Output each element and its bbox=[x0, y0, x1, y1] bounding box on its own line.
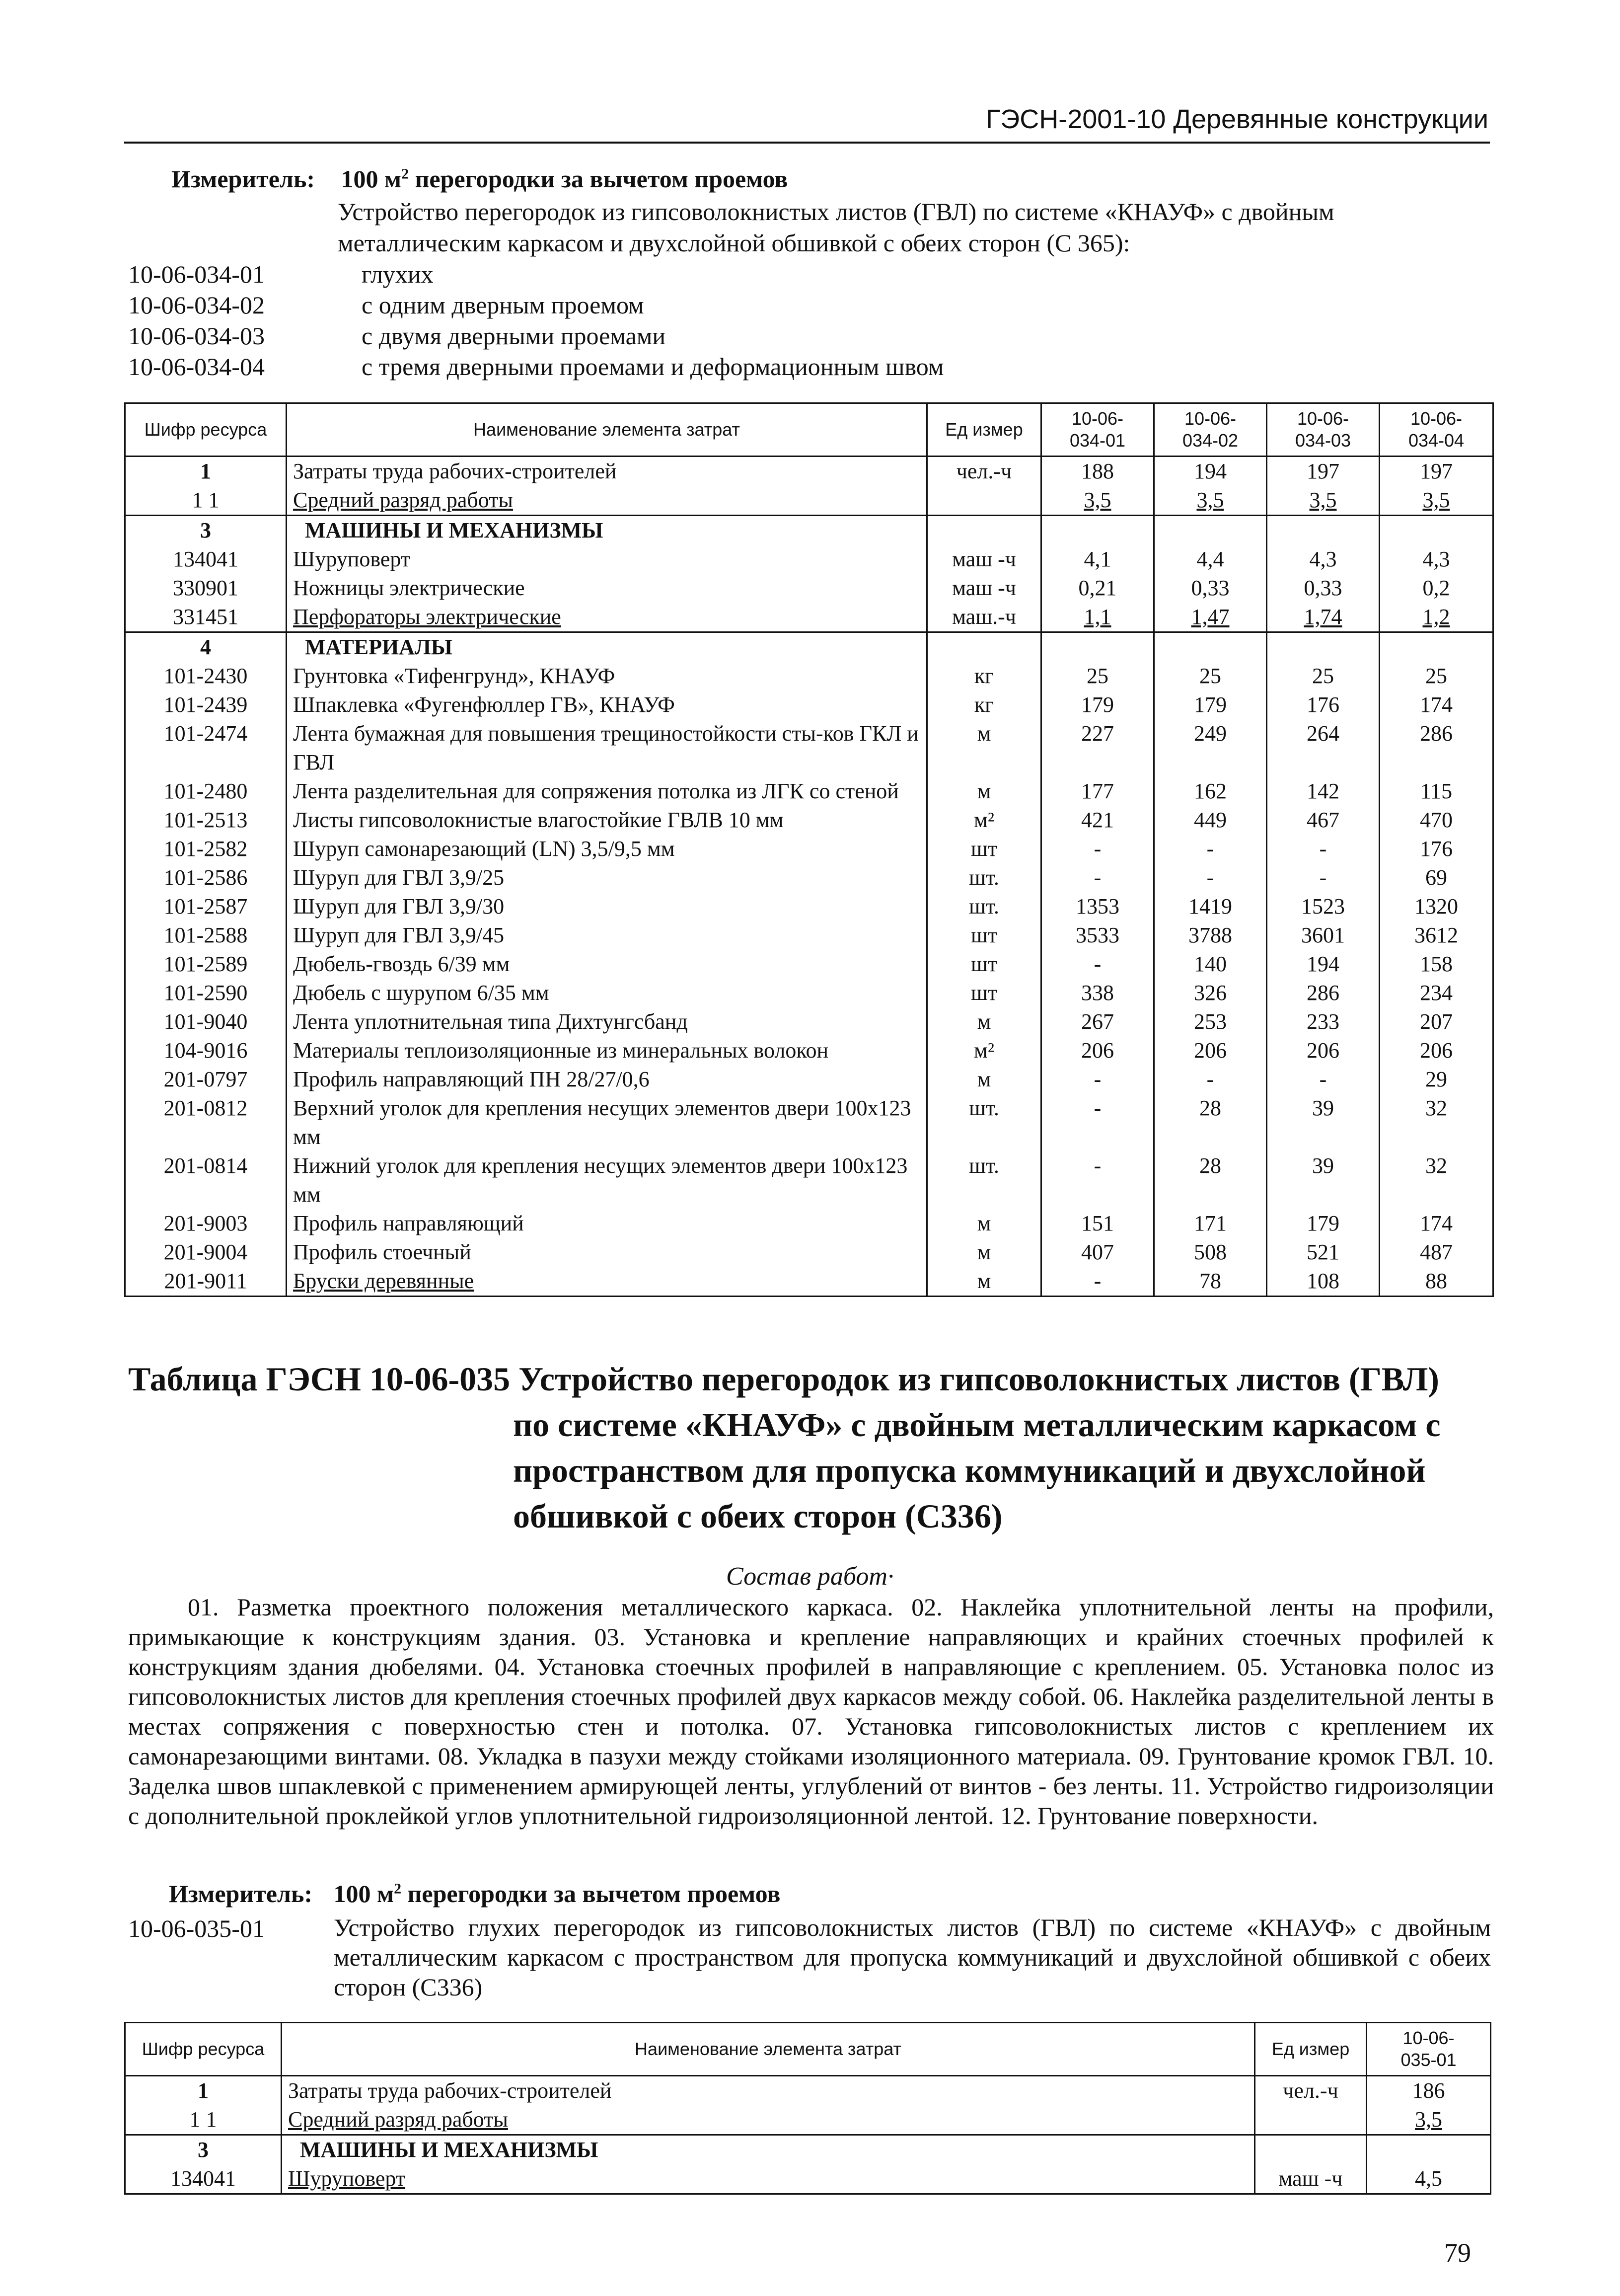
table-row bbox=[125, 2105, 1491, 2135]
unit-cell: м bbox=[927, 1065, 1041, 1094]
unit-cell: м bbox=[927, 777, 1041, 806]
resource-name-cell: Шуруп для ГВЛ 3,9/45 bbox=[287, 921, 927, 950]
table-title bbox=[128, 1356, 1494, 1539]
table-title-line-3: пространством для пропуска коммуникаций и двухслойной bbox=[513, 1452, 1426, 1489]
resource-code-cell: 104-9016 bbox=[125, 1036, 287, 1065]
table-row bbox=[125, 486, 1493, 516]
resource-name-cell: Перфораторы электрические bbox=[287, 603, 927, 632]
value-cell: 233 bbox=[1267, 1007, 1380, 1036]
value-cell: 3,5 bbox=[1154, 486, 1267, 516]
value-cell: 0,33 bbox=[1154, 574, 1267, 603]
value-cell: 4,3 bbox=[1380, 545, 1493, 574]
table-row bbox=[125, 806, 1493, 835]
meter-sup: 2 bbox=[394, 1880, 402, 1897]
resource-name-cell: Лента бумажная для повышения трещиностойкости сты-ков ГКЛ и ГВЛ bbox=[287, 719, 927, 777]
value-cell: 194 bbox=[1154, 457, 1267, 486]
value-cell: 177 bbox=[1041, 777, 1154, 806]
value-cell: 197 bbox=[1380, 457, 1493, 486]
resource-name-cell: Ножницы электрические bbox=[287, 574, 927, 603]
value-cell: 206 bbox=[1041, 1036, 1154, 1065]
unit-cell: шт. bbox=[927, 1094, 1041, 1151]
resource-code-cell: 101-2590 bbox=[125, 979, 287, 1007]
table-header-cell: Наименование элемента затрат bbox=[282, 2023, 1255, 2076]
resource-name-cell: МАШИНЫ И МЕХАНИЗМЫ bbox=[287, 516, 927, 545]
meter-line-top bbox=[171, 163, 788, 195]
value-cell bbox=[1267, 516, 1380, 545]
value-cell: 69 bbox=[1380, 863, 1493, 892]
resource-name-cell: Дюбель-гвоздь 6/39 мм bbox=[287, 950, 927, 979]
unit-cell: чел.-ч bbox=[1255, 2076, 1367, 2106]
value-cell bbox=[1154, 632, 1267, 662]
unit-cell: кг bbox=[927, 662, 1041, 690]
value-cell: - bbox=[1041, 950, 1154, 979]
value-cell bbox=[1041, 516, 1154, 545]
value-cell: 207 bbox=[1380, 1007, 1493, 1036]
resource-code-cell: 101-2430 bbox=[125, 662, 287, 690]
resource-name-cell: Шуруп для ГВЛ 3,9/30 bbox=[287, 892, 927, 921]
resource-code-cell: 101-2586 bbox=[125, 863, 287, 892]
value-cell bbox=[1380, 632, 1493, 662]
value-cell: 4,5 bbox=[1367, 2164, 1491, 2194]
value-cell: 206 bbox=[1380, 1036, 1493, 1065]
resource-code-cell: 101-2587 bbox=[125, 892, 287, 921]
resource-name-cell: МАТЕРИАЛЫ bbox=[287, 632, 927, 662]
code-035-01: 10-06-035-01 bbox=[128, 1914, 265, 1942]
value-cell: 179 bbox=[1041, 690, 1154, 719]
unit-cell: маш -ч bbox=[1255, 2164, 1367, 2194]
resource-code-cell: 1 1 bbox=[125, 2105, 282, 2135]
value-cell: 186 bbox=[1367, 2076, 1491, 2106]
value-cell: - bbox=[1154, 1065, 1267, 1094]
running-header: ГЭСН-2001-10 Деревянные конструкции bbox=[986, 104, 1488, 134]
value-cell: 1419 bbox=[1154, 892, 1267, 921]
resource-code-cell: 101-2480 bbox=[125, 777, 287, 806]
resource-code-cell: 4 bbox=[125, 632, 287, 662]
value-cell: 286 bbox=[1380, 719, 1493, 777]
resource-name-cell: Дюбель с шурупом 6/35 мм bbox=[287, 979, 927, 1007]
value-cell: 151 bbox=[1041, 1209, 1154, 1238]
resource-name-cell: Средний разряд работы bbox=[282, 2105, 1255, 2135]
value-cell: 1,1 bbox=[1041, 603, 1154, 632]
table-header-cell: Наименование элемента затрат bbox=[287, 403, 927, 457]
value-cell: 264 bbox=[1267, 719, 1380, 777]
value-cell: 108 bbox=[1267, 1267, 1380, 1297]
table-row bbox=[125, 950, 1493, 979]
unit-cell bbox=[927, 486, 1041, 516]
value-cell: 3601 bbox=[1267, 921, 1380, 950]
code-list-code: 10-06-034-03 bbox=[128, 322, 265, 350]
resource-name-cell: Шуруповерт bbox=[282, 2164, 1255, 2194]
section-row bbox=[125, 632, 1493, 662]
value-cell: 326 bbox=[1154, 979, 1267, 1007]
resource-code-cell: 201-9004 bbox=[125, 1238, 287, 1267]
section-row bbox=[125, 2135, 1491, 2165]
resource-code-cell: 201-0814 bbox=[125, 1151, 287, 1209]
unit-cell: шт. bbox=[927, 1151, 1041, 1209]
value-cell: 3,5 bbox=[1267, 486, 1380, 516]
value-cell: 1,47 bbox=[1154, 603, 1267, 632]
value-cell: 197 bbox=[1267, 457, 1380, 486]
value-cell: 142 bbox=[1267, 777, 1380, 806]
table-header-cell: Шифр ресурса bbox=[125, 2023, 282, 2076]
resource-code-cell: 101-2474 bbox=[125, 719, 287, 777]
value-cell: 32 bbox=[1380, 1151, 1493, 1209]
table-row bbox=[125, 457, 1493, 486]
value-cell bbox=[1267, 632, 1380, 662]
resource-code-cell: 3 bbox=[125, 2135, 282, 2165]
resource-name-cell: Бруски деревянные bbox=[287, 1267, 927, 1297]
table-row bbox=[125, 892, 1493, 921]
value-cell: 1353 bbox=[1041, 892, 1154, 921]
unit-cell: м bbox=[927, 719, 1041, 777]
value-cell: 467 bbox=[1267, 806, 1380, 835]
unit-cell: чел.-ч bbox=[927, 457, 1041, 486]
table-row bbox=[125, 1151, 1493, 1209]
value-cell: 4,4 bbox=[1154, 545, 1267, 574]
value-cell: 521 bbox=[1267, 1238, 1380, 1267]
code-list-text: с одним дверным проемом bbox=[362, 291, 644, 319]
resource-name-cell: Материалы теплоизоляционные из минеральных волокон bbox=[287, 1036, 927, 1065]
table-row bbox=[125, 1065, 1493, 1094]
value-cell bbox=[1367, 2135, 1491, 2165]
value-cell: 234 bbox=[1380, 979, 1493, 1007]
value-cell: - bbox=[1041, 863, 1154, 892]
works-text: 01. Разметка проектного положения металлического каркаса. 02. Наклейка уплотнительной ленты на профили, примыкающие к конструкциям здания. 03. Установка и крепление направляющих и крайних стоечных профилей к конструкциям здания дюбелями. 04. Установка стоечных профилей в направляющие с креплением. 05. Установка полос из гипсоволокнистых листов для крепления стоечных профилей двух каркасов между собой. 06. Наклейка разделительной ленты в местах сопряжения с поверхностью стен и потолка. 07. Установка гипсоволокнистых листов с креплением их самонарезающими винтами. 08. Укладка в пазухи между стойками изоляционного материала. 09. Грунтование кромок ГВЛ. 10. Заделка швов шпаклевкой с применением армирующей ленты, углублений от винтов - без ленты. 11. Устройство гидроизоляции с дополнительной проклейкой углов уплотнительной гидроизоляционной лентой. 12. Грунтование поверхности. bbox=[128, 1593, 1494, 1830]
meter-sup: 2 bbox=[401, 165, 409, 182]
value-cell: 3533 bbox=[1041, 921, 1154, 950]
value-cell: 3788 bbox=[1154, 921, 1267, 950]
table-header-cell: Шифр ресурса bbox=[125, 403, 287, 457]
meter-rest: перегородки за вычетом проемов bbox=[401, 1880, 781, 1908]
resource-name-cell: Лента уплотнительная типа Дихтунгсбанд bbox=[287, 1007, 927, 1036]
value-cell: 421 bbox=[1041, 806, 1154, 835]
meter-rest: перегородки за вычетом проемов bbox=[409, 165, 788, 193]
unit-cell: маш.-ч bbox=[927, 603, 1041, 632]
code-035-01-description: Устройство глухих перегородок из гипсоволокнистых листов (ГВЛ) по системе «КНАУФ» с двойным металлическим каркасом с пространством для пропуска коммуникаций и двухслойной обшивкой с обеих сторон (С336) bbox=[334, 1913, 1491, 2001]
value-cell: 28 bbox=[1154, 1151, 1267, 1209]
table-row bbox=[125, 979, 1493, 1007]
value-cell bbox=[1380, 516, 1493, 545]
table-row bbox=[125, 2076, 1491, 2106]
resource-name-cell: Шуруповерт bbox=[287, 545, 927, 574]
meter-value: 100 м bbox=[341, 165, 402, 193]
unit-cell: м² bbox=[927, 806, 1041, 835]
value-cell: 286 bbox=[1267, 979, 1380, 1007]
resource-code-cell: 330901 bbox=[125, 574, 287, 603]
value-cell: - bbox=[1041, 1065, 1154, 1094]
value-cell: 176 bbox=[1267, 690, 1380, 719]
value-cell: 0,21 bbox=[1041, 574, 1154, 603]
value-cell: - bbox=[1041, 1267, 1154, 1297]
unit-cell: шт bbox=[927, 835, 1041, 863]
code-list-code: 10-06-034-01 bbox=[128, 260, 265, 288]
code-list-text: глухих bbox=[362, 260, 434, 288]
resource-name-cell: Профиль направляющий bbox=[287, 1209, 927, 1238]
table-header-cell: Ед измер bbox=[1255, 2023, 1367, 2076]
resource-code-cell: 101-2582 bbox=[125, 835, 287, 863]
resource-code-cell: 134041 bbox=[125, 545, 287, 574]
meter-label: Измеритель: bbox=[171, 165, 315, 193]
value-cell: 206 bbox=[1154, 1036, 1267, 1065]
value-cell: 508 bbox=[1154, 1238, 1267, 1267]
value-cell: - bbox=[1267, 863, 1380, 892]
resource-code-cell: 1 bbox=[125, 457, 287, 486]
value-cell: - bbox=[1041, 1151, 1154, 1209]
resource-code-cell: 201-9011 bbox=[125, 1267, 287, 1297]
code-list-item bbox=[128, 289, 644, 321]
value-cell bbox=[1041, 632, 1154, 662]
value-cell: 4,3 bbox=[1267, 545, 1380, 574]
table-row bbox=[125, 2164, 1491, 2194]
resource-table-034 bbox=[124, 402, 1494, 1297]
meter-line-bottom bbox=[169, 1878, 780, 1910]
table-title-line-4: обшивкой с обеих сторон (С336) bbox=[513, 1497, 1003, 1535]
value-cell: 179 bbox=[1267, 1209, 1380, 1238]
resource-code-cell: 201-0812 bbox=[125, 1094, 287, 1151]
table-title-line-2: по системе «КНАУФ» с двойным металлическим каркасом с bbox=[513, 1406, 1441, 1444]
value-cell: 88 bbox=[1380, 1267, 1493, 1297]
unit-cell bbox=[1255, 2135, 1367, 2165]
value-cell: 407 bbox=[1041, 1238, 1154, 1267]
table-header-cell: 10-06- 034-01 bbox=[1041, 403, 1154, 457]
code-list-item bbox=[128, 320, 665, 352]
value-cell: 25 bbox=[1154, 662, 1267, 690]
meter-label: Измеритель: bbox=[169, 1880, 313, 1908]
value-cell: 206 bbox=[1267, 1036, 1380, 1065]
value-cell: 28 bbox=[1154, 1094, 1267, 1151]
value-cell: 179 bbox=[1154, 690, 1267, 719]
code-list-item bbox=[128, 258, 434, 291]
value-cell: 39 bbox=[1267, 1151, 1380, 1209]
value-cell: 470 bbox=[1380, 806, 1493, 835]
resource-code-cell: 101-2513 bbox=[125, 806, 287, 835]
table-row bbox=[125, 1267, 1493, 1297]
value-cell: 338 bbox=[1041, 979, 1154, 1007]
resource-name-cell: Средний разряд работы bbox=[287, 486, 927, 516]
code-list-code: 10-06-034-02 bbox=[128, 291, 265, 319]
table-row bbox=[125, 1036, 1493, 1065]
value-cell: 78 bbox=[1154, 1267, 1267, 1297]
table-row bbox=[125, 777, 1493, 806]
value-cell: 253 bbox=[1154, 1007, 1267, 1036]
resource-code-cell: 101-9040 bbox=[125, 1007, 287, 1036]
resource-code-cell: 201-9003 bbox=[125, 1209, 287, 1238]
unit-cell: м² bbox=[927, 1036, 1041, 1065]
value-cell: 162 bbox=[1154, 777, 1267, 806]
value-cell: 188 bbox=[1041, 457, 1154, 486]
unit-cell: шт bbox=[927, 921, 1041, 950]
value-cell: 227 bbox=[1041, 719, 1154, 777]
header-rule bbox=[124, 142, 1490, 144]
table-row bbox=[125, 662, 1493, 690]
value-cell: 3,5 bbox=[1041, 486, 1154, 516]
value-cell bbox=[1154, 516, 1267, 545]
resource-code-cell: 101-2439 bbox=[125, 690, 287, 719]
value-cell: - bbox=[1154, 835, 1267, 863]
value-cell: 0,2 bbox=[1380, 574, 1493, 603]
table-row bbox=[125, 835, 1493, 863]
value-cell: 25 bbox=[1041, 662, 1154, 690]
intro-text: Устройство перегородок из гипсоволокнистых листов (ГВЛ) по системе «КНАУФ» с двойным металлическим каркасом и двухслойной обшивкой с обеих сторон (С 365): bbox=[338, 198, 1334, 257]
unit-cell: кг bbox=[927, 690, 1041, 719]
table-row bbox=[125, 863, 1493, 892]
works-heading: Состав работ· bbox=[726, 1562, 894, 1591]
value-cell: 39 bbox=[1267, 1094, 1380, 1151]
value-cell: - bbox=[1041, 1094, 1154, 1151]
resource-name-cell: Шуруп для ГВЛ 3,9/25 bbox=[287, 863, 927, 892]
value-cell: 3,5 bbox=[1367, 2105, 1491, 2135]
resource-code-cell: 1 1 bbox=[125, 486, 287, 516]
resource-code-cell: 331451 bbox=[125, 603, 287, 632]
unit-cell bbox=[927, 516, 1041, 545]
table-header-cell: 10-06- 035-01 bbox=[1367, 2023, 1491, 2076]
unit-cell: м bbox=[927, 1209, 1041, 1238]
value-cell: 29 bbox=[1380, 1065, 1493, 1094]
resource-code-cell: 101-2589 bbox=[125, 950, 287, 979]
resource-code-cell: 134041 bbox=[125, 2164, 282, 2194]
code-list-text: с тремя дверными проемами и деформационным швом bbox=[362, 353, 944, 381]
meter-value: 100 м bbox=[333, 1880, 394, 1908]
unit-cell: м bbox=[927, 1007, 1041, 1036]
table-header-cell: 10-06- 034-02 bbox=[1154, 403, 1267, 457]
resource-name-cell: Нижний уголок для крепления несущих элементов двери 100x123 мм bbox=[287, 1151, 927, 1209]
value-cell: 249 bbox=[1154, 719, 1267, 777]
unit-cell: м bbox=[927, 1238, 1041, 1267]
resource-name-cell: Шпаклевка «Фугенфюллер ГВ», КНАУФ bbox=[287, 690, 927, 719]
table-row bbox=[125, 921, 1493, 950]
value-cell: 449 bbox=[1154, 806, 1267, 835]
table-row bbox=[125, 545, 1493, 574]
unit-cell bbox=[1255, 2105, 1367, 2135]
section-row bbox=[125, 516, 1493, 545]
value-cell: 174 bbox=[1380, 690, 1493, 719]
unit-cell: м bbox=[927, 1267, 1041, 1297]
code-list-text: с двумя дверными проемами bbox=[362, 322, 666, 350]
unit-cell: маш -ч bbox=[927, 574, 1041, 603]
value-cell: 1320 bbox=[1380, 892, 1493, 921]
table-row bbox=[125, 690, 1493, 719]
page-number: 79 bbox=[1444, 2238, 1471, 2268]
table-row bbox=[125, 603, 1493, 632]
resource-name-cell: Шуруп самонарезающий (LN) 3,5/9,5 мм bbox=[287, 835, 927, 863]
resource-name-cell: Верхний уголок для крепления несущих элементов двери 100x123 мм bbox=[287, 1094, 927, 1151]
unit-cell: шт bbox=[927, 950, 1041, 979]
value-cell: 174 bbox=[1380, 1209, 1493, 1238]
table-header-cell: 10-06- 034-04 bbox=[1380, 403, 1493, 457]
value-cell: 176 bbox=[1380, 835, 1493, 863]
value-cell: 1,74 bbox=[1267, 603, 1380, 632]
table-row bbox=[125, 719, 1493, 777]
value-cell: 1,2 bbox=[1380, 603, 1493, 632]
value-cell: 140 bbox=[1154, 950, 1267, 979]
value-cell: - bbox=[1267, 1065, 1380, 1094]
table-title-line-1: Таблица ГЭСН 10-06-035 Устройство перегородок из гипсоволокнистых листов (ГВЛ) bbox=[128, 1360, 1439, 1398]
unit-cell bbox=[927, 632, 1041, 662]
resource-code-cell: 201-0797 bbox=[125, 1065, 287, 1094]
table-row bbox=[125, 1238, 1493, 1267]
value-cell: - bbox=[1267, 835, 1380, 863]
resource-code-cell: 101-2588 bbox=[125, 921, 287, 950]
value-cell: 1523 bbox=[1267, 892, 1380, 921]
unit-cell: шт. bbox=[927, 892, 1041, 921]
table-row bbox=[125, 1209, 1493, 1238]
resource-name-cell: МАШИНЫ И МЕХАНИЗМЫ bbox=[282, 2135, 1255, 2165]
value-cell: 25 bbox=[1380, 662, 1493, 690]
code-list-code: 10-06-034-04 bbox=[128, 353, 265, 381]
table-row bbox=[125, 1094, 1493, 1151]
value-cell: 194 bbox=[1267, 950, 1380, 979]
table-header-cell: 10-06- 034-03 bbox=[1267, 403, 1380, 457]
resource-name-cell: Грунтовка «Тифенгрунд», КНАУФ bbox=[287, 662, 927, 690]
value-cell: 25 bbox=[1267, 662, 1380, 690]
value-cell: 4,1 bbox=[1041, 545, 1154, 574]
unit-cell: шт. bbox=[927, 863, 1041, 892]
value-cell: - bbox=[1154, 863, 1267, 892]
resource-code-cell: 3 bbox=[125, 516, 287, 545]
value-cell: 3612 bbox=[1380, 921, 1493, 950]
value-cell: - bbox=[1041, 835, 1154, 863]
value-cell: 487 bbox=[1380, 1238, 1493, 1267]
resource-name-cell: Затраты труда рабочих-строителей bbox=[287, 457, 927, 486]
code-list-item bbox=[128, 351, 944, 383]
resource-name-cell: Лента разделительная для сопряжения потолка из ЛГК со стеной bbox=[287, 777, 927, 806]
resource-name-cell: Профиль направляющий ПН 28/27/0,6 bbox=[287, 1065, 927, 1094]
table-row bbox=[125, 1007, 1493, 1036]
table-header-cell: Ед измер bbox=[927, 403, 1041, 457]
value-cell: 267 bbox=[1041, 1007, 1154, 1036]
value-cell: 3,5 bbox=[1380, 486, 1493, 516]
resource-name-cell: Профиль стоечный bbox=[287, 1238, 927, 1267]
value-cell: 171 bbox=[1154, 1209, 1267, 1238]
resource-table-035 bbox=[124, 2022, 1491, 2195]
unit-cell: шт bbox=[927, 979, 1041, 1007]
resource-code-cell: 1 bbox=[125, 2076, 282, 2106]
resource-name-cell: Листы гипсоволокнистые влагостойкие ГВЛВ 10 мм bbox=[287, 806, 927, 835]
value-cell: 32 bbox=[1380, 1094, 1493, 1151]
value-cell: 115 bbox=[1380, 777, 1493, 806]
value-cell: 0,33 bbox=[1267, 574, 1380, 603]
resource-name-cell: Затраты труда рабочих-строителей bbox=[282, 2076, 1255, 2106]
table-row bbox=[125, 574, 1493, 603]
unit-cell: маш -ч bbox=[927, 545, 1041, 574]
value-cell: 158 bbox=[1380, 950, 1493, 979]
